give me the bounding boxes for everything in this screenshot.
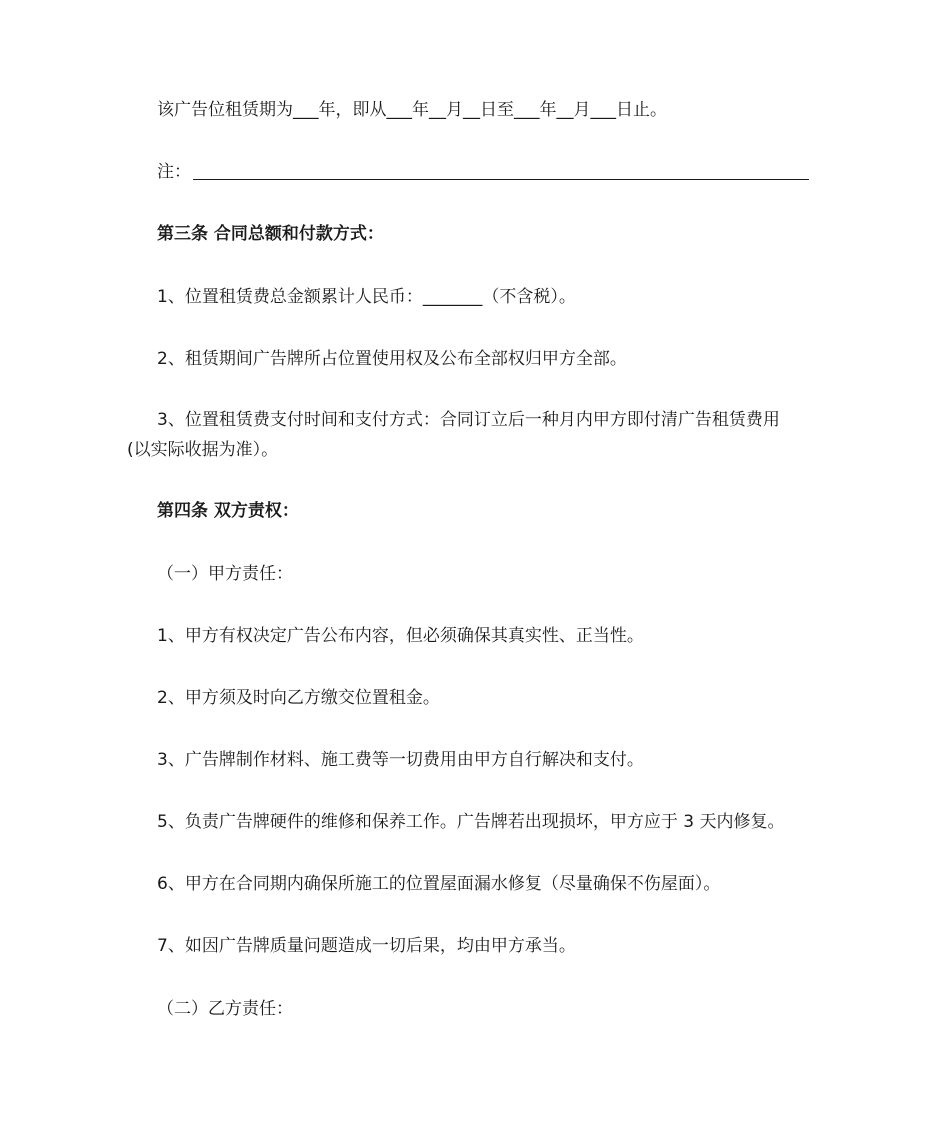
party-a-item-1: 1、甲方有权决定广告公布内容，但必须确保其真实性、正当性。 — [157, 626, 644, 646]
article-3-item-3-line-1: 3、位置租赁费支付时间和支付方式：合同订立后一种月内甲方即付清广告租赁费用 — [157, 410, 780, 430]
note-blank-rule — [193, 179, 809, 180]
article-4-heading: 第四条 双方责权： — [157, 501, 299, 521]
article-3-item-2: 2、租赁期间广告牌所占位置使用权及公布全部权归甲方全部。 — [157, 349, 627, 369]
article-3-heading: 第三条 合同总额和付款方式： — [157, 224, 384, 244]
party-a-item-3: 3、广告牌制作材料、施工费等一切费用由甲方自行解决和支付。 — [157, 750, 644, 770]
party-b-heading: （二）乙方责任： — [157, 999, 293, 1019]
party-a-item-7: 7、如因广告牌质量问题造成一切后果，均由甲方承当。 — [157, 936, 576, 956]
article-3-item-3-line-2: (以实际收据为准）。 — [127, 440, 279, 460]
note-label: 注： — [157, 162, 191, 182]
article-3-item-1: 1、位置租赁费总金额累计人民币：_______（不含税）。 — [157, 287, 576, 307]
party-a-item-6: 6、甲方在合同期内确保所施工的位置屋面漏水修复（尽量确保不伤屋面）。 — [157, 874, 721, 894]
party-a-item-5: 5、负责广告牌硬件的维修和保养工作。广告牌若出现损坏，甲方应于 3 天内修复。 — [157, 812, 785, 832]
party-a-heading: （一）甲方责任： — [157, 564, 293, 584]
party-a-item-2: 2、甲方须及时向乙方缴交位置租金。 — [157, 688, 440, 708]
lease-term-line: 该广告位租赁期为___年，即从___年__月__日至___年__月___日止。 — [157, 100, 667, 120]
